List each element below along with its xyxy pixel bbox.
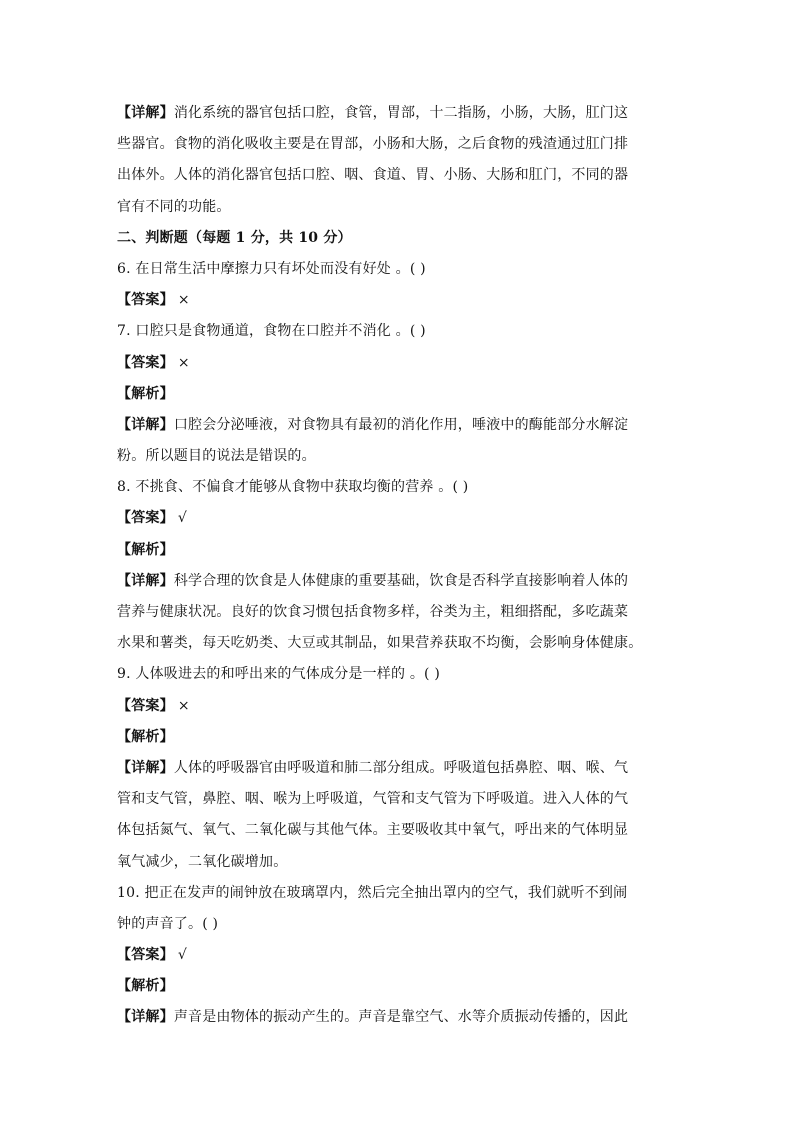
answer-mark: √ <box>177 510 187 527</box>
answer-line <box>117 691 687 722</box>
analysis-tag: 【解析】 <box>117 728 174 745</box>
detail-text: 粉。所以题目的说法是错误的。 <box>117 448 316 465</box>
answer-mark: × <box>177 354 190 371</box>
detail-line <box>117 597 687 628</box>
detail-line <box>117 192 687 223</box>
answer-tag: 【答案】 <box>117 292 174 309</box>
detail-line <box>117 784 687 815</box>
detail-line <box>117 753 687 784</box>
answer-tag: 【答案】 <box>117 697 174 714</box>
answer-mark: × <box>177 697 190 714</box>
answer-tag: 【答案】 <box>117 354 174 371</box>
answer-line <box>117 503 687 534</box>
detail-text: 些器官。食物的消化吸收主要是在胃部，小肠和大肠，之后食物的残渣通过肛门排 <box>117 136 629 153</box>
detail-line <box>117 160 687 191</box>
detail-text: 体包括氮气、氧气、二氧化碳与其他气体。主要吸收其中氧气，呼出来的气体明显 <box>117 822 629 839</box>
detail-line <box>117 441 687 472</box>
detail-text: 管和支气管，鼻腔、咽、喉为上呼吸道，气管和支气管为下呼吸道。进入人体的气 <box>117 791 629 808</box>
answer-line <box>117 940 687 971</box>
detail-tag: 【详解】 <box>117 759 174 776</box>
detail-line <box>117 1002 687 1033</box>
detail-line <box>117 129 687 160</box>
detail-line <box>117 98 687 129</box>
detail-text: 声音是由物体的振动产生的。声音是靠空气、水等介质振动传播的，因此 <box>173 1009 629 1026</box>
analysis-tag: 【解析】 <box>117 385 174 402</box>
question-10-continued: 钟的声音了。( ) <box>117 915 219 932</box>
detail-tag: 【详解】 <box>117 572 174 589</box>
detail-tag: 【详解】 <box>117 1009 174 1026</box>
detail-line <box>117 410 687 441</box>
question-7: 7. 口腔只是食物通道，食物在口腔并不消化 。( ) <box>117 323 426 340</box>
detail-text: 出体外。人体的消化器官包括口腔、咽、食道、胃、小肠、大肠和肛门，不同的器 <box>117 167 629 184</box>
detail-text: 口腔会分泌唾液，对食物具有最初的消化作用，唾液中的酶能部分水解淀 <box>173 416 629 433</box>
section-heading: 二、判断题（每题 1 分，共 10 分） <box>117 229 352 246</box>
detail-text: 人体的呼吸器官由呼吸道和肺二部分组成。呼吸道包括鼻腔、咽、喉、气 <box>173 759 629 776</box>
detail-line <box>117 847 687 878</box>
detail-text: 消化系统的器官包括口腔，食管，胃部，十二指肠，小肠，大肠，肛门这 <box>173 105 629 121</box>
document-page <box>117 98 687 1034</box>
detail-tag: 【详解】 <box>117 105 174 121</box>
analysis-tag: 【解析】 <box>117 541 174 558</box>
detail-text: 科学合理的饮食是人体健康的重要基础，饮食是否科学直接影响着人体的 <box>173 572 629 589</box>
question-10: 10. 把正在发声的闹钟放在玻璃罩内，然后完全抽出罩内的空气，我们就听不到闹 <box>117 884 628 901</box>
answer-line <box>117 285 687 316</box>
analysis-tag: 【解析】 <box>117 978 174 995</box>
answer-mark: × <box>177 292 190 309</box>
answer-mark: √ <box>177 947 187 964</box>
answer-line <box>117 348 687 379</box>
answer-tag: 【答案】 <box>117 947 174 964</box>
question-9: 9. 人体吸进去的和呼出来的气体成分是一样的 。( ) <box>117 666 441 683</box>
detail-text: 氧气减少，二氧化碳增加。 <box>117 853 288 870</box>
detail-line <box>117 566 687 597</box>
detail-line <box>117 815 687 846</box>
detail-line <box>117 628 687 659</box>
detail-tag: 【详解】 <box>117 416 174 433</box>
detail-text: 官有不同的功能。 <box>117 198 231 215</box>
question-6: 6. 在日常生活中摩擦力只有坏处而没有好处 。( ) <box>117 260 426 277</box>
detail-text: 营养与健康状况。良好的饮食习惯包括食物多样，谷类为主，粗细搭配，多吃蔬菜 <box>117 604 629 620</box>
detail-text: 水果和薯类，每天吃奶类、大豆或其制品，如果营养获取不均衡，会影响身体健康。 <box>117 635 643 652</box>
question-8: 8. 不挑食、不偏食才能够从食物中获取均衡的营养 。( ) <box>117 479 469 496</box>
answer-tag: 【答案】 <box>117 510 174 527</box>
